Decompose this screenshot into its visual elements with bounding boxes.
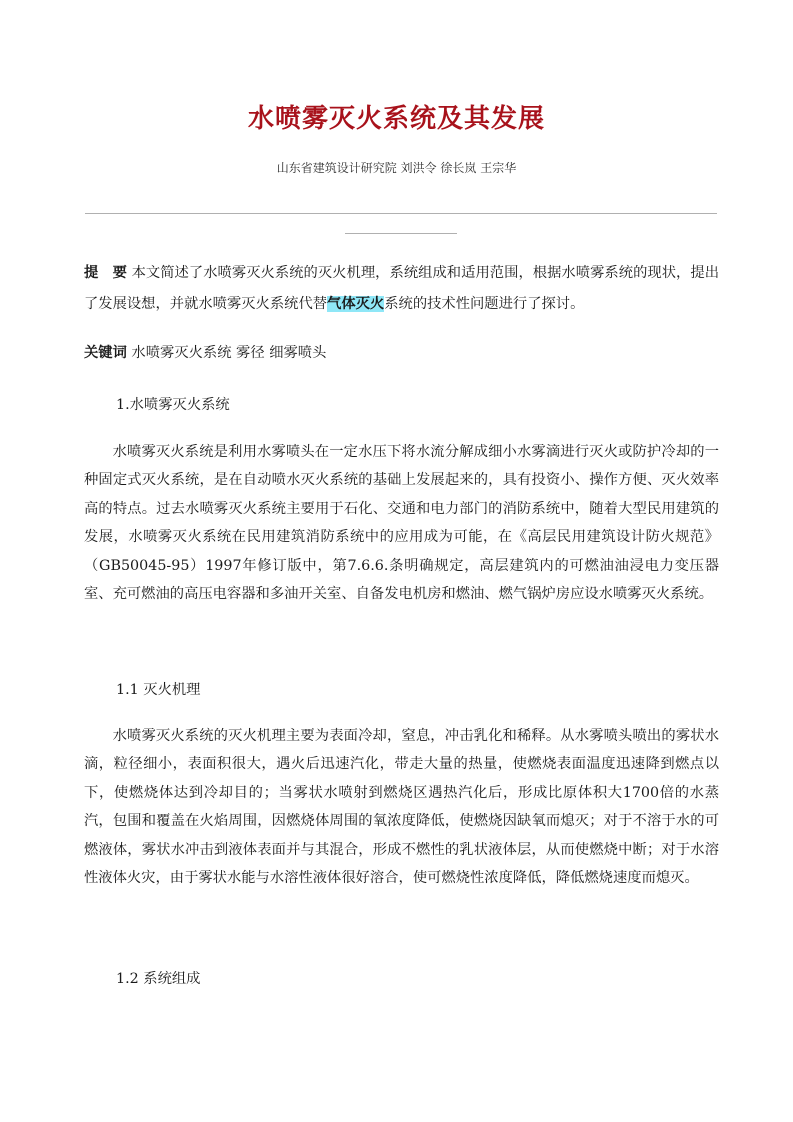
abstract-paragraph [84,258,719,320]
page-title: 水喷雾灭火系统及其发展 [247,104,545,134]
abstract-highlight: 气体灭火 [327,296,385,312]
section-heading-1-2: 1.2 系统组成 [116,971,201,987]
keywords-line [84,341,719,365]
authors-line: 山东省建筑设计研究院 刘洪令 徐长岚 王宗华 [276,161,517,175]
section-heading-1-1: 1.1 灭火机理 [116,682,201,698]
section-paragraph-1-1: 水喷雾灭火系统的灭火机理主要为表面冷却，窒息，冲击乳化和稀释。从水雾喷头喷出的雾状水滴，粒径细小，表面积很大，遇火后迅速汽化，带走大量的热量，使燃烧表面温度迅速降到燃点以下，使燃烧体达到冷却目的；当雾状水喷射到燃烧区遇热汽化后，形成比原体积大1700倍的水蒸汽，包围和覆盖在火焰周围，因燃烧体周围的氧浓度降低，使燃烧因缺氧而熄灭；对于不溶于水的可燃液体，雾状水冲击到液体表面并与其混合，形成不燃性的乳状液体层，从而使燃烧中断；对于水溶性液体火灾，由于雾状水能与水溶性液体很好溶合，使可燃烧性浓度降低，降低燃烧速度而熄灭。 [84,728,719,887]
divider-long [85,213,717,214]
divider-short [345,233,457,234]
keywords-text: 水喷雾灭火系统 雾径 细雾喷头 [126,345,327,361]
section-heading-1: 1.水喷雾灭火系统 [116,397,230,413]
abstract-text-before: 本文简述了水喷雾灭火系统的灭火机理，系统组成和适用范围，根据水喷雾系统的现状，提出了发展设想，并就水喷雾灭火系统代替 [84,265,720,312]
keywords-label: 关键词 [84,345,127,361]
section-paragraph-1: 水喷雾灭火系统是利用水雾喷头在一定水压下将水流分解成细小水雾滴进行灭火或防护冷却的一种固定式灭火系统，是在自动喷水灭火系统的基础上发展起来的，具有投资小、操作方便、灭火效率高的特点。过去水喷雾灭火系统主要用于石化、交通和电力部门的消防系统中，随着大型民用建筑的发展，水喷雾灭火系统在民用建筑消防系统中的应用成为可能，在《高层民用建筑设计防火规范》（GB50045-95）1997年修订版中，第7.6.6.条明确规定，高层建筑内的可燃油油浸电力变压器室、充可燃油的高压电容器和多油开关室、自备发电机房和燃油、燃气锅炉房应设水喷雾灭火系统。 [84,444,719,603]
abstract-label: 提 要 [84,265,127,281]
abstract-text-after: 系统的技术性问题进行了探讨。 [384,296,585,312]
